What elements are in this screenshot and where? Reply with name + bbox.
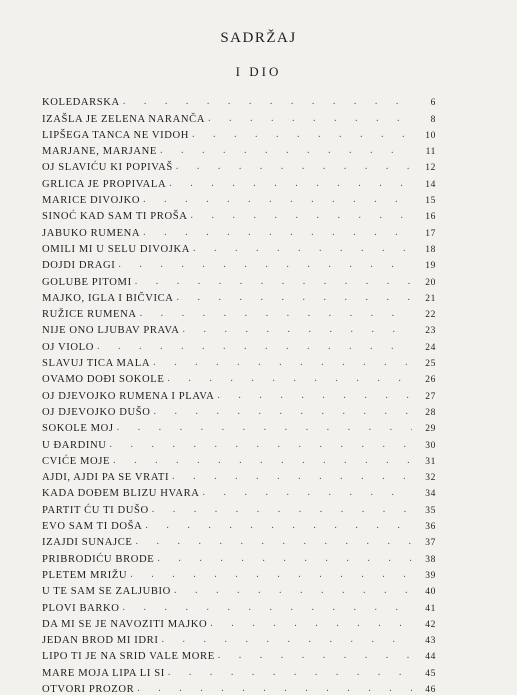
toc-entry [42, 141, 436, 157]
toc-entry-page-number: 17 [412, 229, 436, 239]
toc-entry-page-number: 31 [412, 457, 436, 467]
toc-entry [42, 483, 436, 499]
dot-leader [113, 455, 412, 466]
toc-entry [42, 353, 436, 369]
dot-leader [168, 667, 412, 678]
toc-entry-page-number: 45 [412, 669, 436, 679]
dot-leader [183, 324, 413, 335]
toc-entry-page-number: 18 [412, 245, 436, 255]
toc-entry-page-number: 43 [412, 636, 436, 646]
toc-entry [42, 597, 436, 613]
dot-leader [167, 373, 412, 384]
toc-entry-title: RUŽICE RUMENA [42, 309, 140, 320]
toc-entry-title: U TE SAM SE ZALJUBIO [42, 586, 174, 597]
dot-leader [210, 618, 412, 629]
dot-leader [123, 96, 412, 107]
toc-entry-page-number: 12 [412, 163, 436, 173]
dot-leader [172, 471, 412, 482]
toc-entry-title: PRIBRODIĆU BRODE [42, 554, 157, 565]
toc-entry [42, 255, 436, 271]
dot-leader [203, 487, 413, 498]
dot-leader [176, 161, 412, 172]
toc-entry-title: CVIĆE MOJE [42, 456, 113, 467]
toc-entry-title: MAJKO, IGLA I BIČVICA [42, 293, 176, 304]
dot-leader [135, 276, 412, 287]
toc-entry [42, 222, 436, 238]
dot-leader [130, 569, 412, 580]
dot-leader [160, 145, 412, 156]
dot-leader [143, 194, 412, 205]
toc-entry [42, 467, 436, 483]
toc-entry-page-number: 16 [412, 212, 436, 222]
toc-entry-page-number: 20 [412, 278, 436, 288]
dot-leader [169, 178, 412, 189]
table-of-contents [42, 92, 436, 695]
toc-entry [42, 630, 436, 646]
toc-entry-page-number: 14 [412, 180, 436, 190]
toc-entry [42, 304, 436, 320]
toc-entry-page-number: 27 [412, 392, 436, 402]
toc-entry-page-number: 32 [412, 473, 436, 483]
toc-entry-page-number: 44 [412, 652, 436, 662]
toc-entry [42, 581, 436, 597]
dot-leader [145, 520, 412, 531]
toc-entry [42, 662, 436, 678]
toc-entry [42, 385, 436, 401]
toc-entry-title: OMILI MI U SELU DIVOJKA [42, 244, 193, 255]
toc-entry-page-number: 28 [412, 408, 436, 418]
dot-leader [217, 390, 412, 401]
toc-entry-page-number: 11 [412, 147, 436, 157]
dot-leader [140, 308, 412, 319]
dot-leader [153, 357, 412, 368]
toc-entry [42, 173, 436, 189]
toc-entry-title: SOKOLE MOJ [42, 423, 117, 434]
toc-entry-page-number: 22 [412, 310, 436, 320]
toc-entry-title: IZAŠLA JE ZELENA NARANČA [42, 114, 208, 125]
toc-entry [42, 499, 436, 515]
dot-leader [118, 259, 412, 270]
toc-entry [42, 614, 436, 630]
toc-entry [42, 239, 436, 255]
dot-leader [153, 406, 412, 417]
toc-entry-page-number: 36 [412, 522, 436, 532]
toc-entry-page-number: 8 [412, 115, 436, 125]
toc-entry-title: U ĐARDINU [42, 440, 110, 451]
toc-entry-title: LIPO TI JE NA SRID VALE MORE [42, 651, 218, 662]
toc-entry-title: PLOVI BARKO [42, 603, 123, 614]
dot-leader [152, 504, 412, 515]
toc-entry-title: OJ DJEVOJKO DUŠO [42, 407, 153, 418]
dot-leader [161, 634, 412, 645]
dot-leader [193, 243, 412, 254]
toc-entry-page-number: 42 [412, 620, 436, 630]
part-heading: I DIO [235, 64, 282, 79]
toc-entry-title: DOJDI DRAGI [42, 260, 118, 271]
toc-entry [42, 565, 436, 581]
toc-entry [42, 271, 436, 287]
dot-leader [143, 227, 412, 238]
toc-entry-page-number: 46 [412, 685, 436, 695]
toc-entry-page-number: 6 [412, 98, 436, 108]
dot-leader [157, 553, 412, 564]
toc-entry-title: SLAVUJ TICA MALA [42, 358, 153, 369]
toc-entry-page-number: 23 [412, 326, 436, 336]
toc-entry-title: OJ SLAVIĆU KI POPIVAŠ [42, 162, 176, 173]
dot-leader [192, 129, 412, 140]
toc-entry [42, 679, 436, 695]
toc-entry [42, 320, 436, 336]
toc-entry-title: OJ DJEVOJKO RUMENA I PLAVA [42, 391, 217, 402]
dot-leader [174, 585, 412, 596]
toc-entry [42, 336, 436, 352]
toc-entry-page-number: 19 [412, 261, 436, 271]
toc-entry-title: SINOĆ KAD SAM TI PROŠA [42, 211, 190, 222]
toc-entry-title: GOLUBE PITOMI [42, 277, 135, 288]
dot-leader [97, 341, 412, 352]
toc-entry [42, 108, 436, 124]
toc-entry-title: PARTIT ĆU TI DUŠO [42, 505, 152, 516]
toc-entry [42, 206, 436, 222]
dot-leader [176, 292, 412, 303]
toc-entry [42, 451, 436, 467]
toc-entry-title: MARE MOJA LIPA LI SI [42, 668, 168, 679]
toc-entry-page-number: 30 [412, 441, 436, 451]
toc-entry-title: PLETEM MRIŽU [42, 570, 130, 581]
toc-entry-page-number: 29 [412, 424, 436, 434]
toc-entry-page-number: 24 [412, 343, 436, 353]
dot-leader [117, 422, 412, 433]
toc-entry-page-number: 37 [412, 538, 436, 548]
dot-leader [208, 113, 412, 124]
dot-leader [190, 210, 412, 221]
toc-entry [42, 190, 436, 206]
toc-entry-title: EVO SAM TI DOŠA [42, 521, 145, 532]
toc-entry-title: IZAJDI SUNAJCE [42, 537, 136, 548]
toc-entry [42, 548, 436, 564]
toc-entry-page-number: 38 [412, 555, 436, 565]
toc-entry [42, 532, 436, 548]
dot-leader [137, 683, 412, 694]
toc-entry [42, 418, 436, 434]
toc-entry-title: OVAMO DOĐI SOKOLE [42, 374, 167, 385]
toc-entry-page-number: 15 [412, 196, 436, 206]
toc-entry-page-number: 25 [412, 359, 436, 369]
toc-entry-page-number: 21 [412, 294, 436, 304]
toc-entry [42, 288, 436, 304]
toc-entry [42, 434, 436, 450]
toc-entry-page-number: 39 [412, 571, 436, 581]
toc-entry-page-number: 10 [412, 131, 436, 141]
toc-entry [42, 157, 436, 173]
toc-entry [42, 92, 436, 108]
toc-entry-title: MARJANE, MARJANE [42, 146, 160, 157]
page-heading: SADRŽAJ [220, 30, 297, 46]
toc-entry-title: NIJE ONO LJUBAV PRAVA [42, 325, 183, 336]
toc-entry-title: OTVORI PROZOR [42, 684, 137, 695]
toc-entry [42, 516, 436, 532]
toc-entry [42, 369, 436, 385]
dot-leader [218, 650, 412, 661]
toc-entry-page-number: 26 [412, 375, 436, 385]
toc-entry [42, 646, 436, 662]
toc-entry-title: OJ VIOLO [42, 342, 97, 353]
toc-entry-page-number: 40 [412, 587, 436, 597]
toc-entry-title: JABUKO RUMENA [42, 228, 143, 239]
toc-entry-title: JEDAN BROD MI IDRI [42, 635, 161, 646]
toc-entry-title: GRLICA JE PROPIVALA [42, 179, 169, 190]
toc-entry-title: DA MI SE JE NAVOZITI MAJKO [42, 619, 210, 630]
toc-entry-title: MARICE DIVOJKO [42, 195, 143, 206]
dot-leader [110, 439, 412, 450]
toc-entry-title: KADA DOĐEM BLIZU HVARA [42, 488, 203, 499]
toc-entry-page-number: 41 [412, 604, 436, 614]
toc-entry [42, 125, 436, 141]
dot-leader [136, 536, 412, 547]
toc-entry-page-number: 35 [412, 506, 436, 516]
toc-entry-title: AJDI, AJDI PA SE VRATI [42, 472, 172, 483]
toc-entry-title: LIPŠEGA TANCA NE VIDOH [42, 130, 192, 141]
toc-entry-title: KOLEDARSKA [42, 97, 123, 108]
toc-entry [42, 402, 436, 418]
dot-leader [123, 602, 412, 613]
toc-entry-page-number: 34 [412, 489, 436, 499]
